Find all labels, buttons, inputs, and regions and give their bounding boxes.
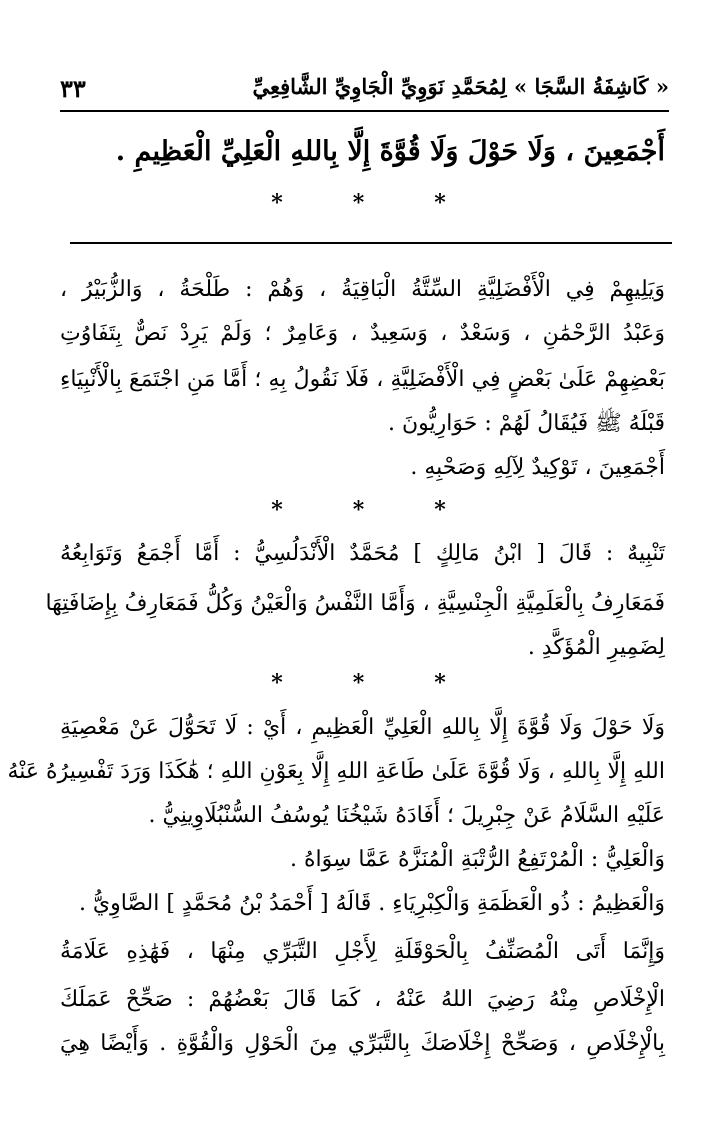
- footnote-line: وَالْعَظِيمُ : ذُو الْعَظَمَةِ وَالْكِبْرِيَاءِ . قَالَهُ [ أَحْمَدُ بْنُ مُحَمَّدٍ ] الصَّاوِيُّ .: [78, 891, 665, 916]
- footnote-line: بِالْإِخْلَاصِ ، وَصَحِّحْ إِخْلَاصَكَ بِالتَّبَرِّي مِنَ الْحَوْلِ وَالْقُوَّةِ . وَأَيْضًا هِيَ: [60, 1031, 665, 1056]
- separator-star: *: [352, 497, 365, 523]
- footnote-line: وَعَبْدُ الرَّحْمَٰنِ ، وَسَعْدٌ ، وَسَعِيدٌ ، وَعَامِرٌ ؛ وَلَمْ يَرِدْ نَصٌّ بِتَفَاوُتِ: [60, 321, 665, 346]
- footnote-line: اللهِ إِلَّا بِاللهِ ، وَلَا قُوَّةَ عَلَىٰ طَاعَةِ اللهِ إِلَّا بِعَوْنِ اللهِ ؛ هَٰكَذَا وَرَدَ تَفْسِيرُهُ عَنْهُ: [7, 759, 665, 784]
- footnote-line: تَنْبِيهٌ : قَالَ [ ابْنُ مَالِكٍ ] مُحَمَّدٌ الْأَنْدَلُسِيُّ : أَمَّا أَجْمَعُ وَتَوَابِعُهُ: [60, 541, 665, 566]
- footnote-line: وَلَا حَوْلَ وَلَا قُوَّةَ إِلَّا بِاللهِ الْعَلِيِّ الْعَظِيمِ ، أَيْ : لَا تَحَوُّلَ عَنْ مَعْصِيَةِ: [60, 715, 665, 740]
- separator-star: *: [434, 190, 446, 216]
- separator-star: *: [434, 670, 446, 696]
- footnote-line: وَالْعَلِيُّ : الْمُرْتَفِعُ الرُّتْبَةِ الْمُنَزَّهُ عَمَّا سِوَاهُ .: [290, 847, 665, 872]
- separator-star: *: [271, 670, 283, 696]
- running-title: « كَاشِفَةُ السَّجَا » لِمُحَمَّدِ نَوَوِيِّ الْجَاوِيِّ الشَّافِعِيِّ: [252, 74, 669, 99]
- separator-star: *: [271, 497, 283, 523]
- footnote-line: عَلَيْهِ السَّلَامُ عَنْ جِبْرِيلَ ؛ أَفَادَهُ شَيْخُنَا يُوسُفُ السُّنْبُلَاوِينِيُّ .: [148, 803, 665, 828]
- footnote-line: الْإِخْلَاصِ مِنْهُ رَضِيَ اللهُ عَنْهُ ، كَمَا قَالَ بَعْضُهُمْ : صَحِّحْ عَمَلَكَ: [60, 987, 665, 1012]
- separator-star: *: [434, 497, 446, 523]
- footnote-line: فَمَعَارِفُ بِالْعَلَمِيَّةِ الْجِنْسِيَّةِ ، وَأَمَّا النَّفْسُ وَالْعَيْنُ وَكُلُّ فَمَعَارِفُ بِإِضَافَتِهَا: [45, 591, 665, 616]
- footnote-line: وَيَلِيهِمْ فِي الْأَفْضَلِيَّةِ السِّتَّةُ الْبَاقِيَةُ ، وَهُمْ : طَلْحَةُ ، وَالزُّبَيْرُ ،: [60, 277, 665, 302]
- footnote-line: قَبْلَهُ ﷺ فَيُقَالُ لَهُمْ : حَوَارِيُّونَ .: [388, 411, 665, 436]
- footnote-divider: [70, 242, 672, 244]
- page-number: ٣٣: [60, 74, 86, 103]
- footnote-line: أَجْمَعِينَ ، تَوْكِيدٌ لِآلِهِ وَصَحْبِهِ .: [410, 455, 665, 480]
- page-header: [60, 70, 669, 112]
- separator-star: *: [271, 190, 283, 216]
- section-separator: [0, 190, 717, 220]
- section-separator: [0, 497, 717, 527]
- section-separator: [0, 670, 717, 700]
- separator-star: *: [352, 670, 365, 696]
- main-text-line: أَجْمَعِينَ ، وَلَا حَوْلَ وَلَا قُوَّةَ إِلَّا بِاللهِ الْعَلِيِّ الْعَظِيمِ .: [115, 136, 665, 167]
- separator-star: *: [352, 190, 365, 216]
- footnote-line: لِضَمِيرِ الْمُؤَكَّدِ .: [527, 635, 665, 660]
- footnote-line: بَعْضِهِمْ عَلَىٰ بَعْضٍ فِي الْأَفْضَلِيَّةِ ، فَلَا نَقُولُ بِهِ ؛ أَمَّا مَنِ اجْتَمَعَ بِالْأَنْبِيَاءِ: [60, 367, 665, 392]
- footnote-line: وَإِنَّمَا أَتَى الْمُصَنِّفُ بِالْحَوْقَلَةِ لِأَجْلِ التَّبَرِّي مِنْهَا ، فَهَٰذِهِ عَلَامَةُ: [60, 939, 665, 964]
